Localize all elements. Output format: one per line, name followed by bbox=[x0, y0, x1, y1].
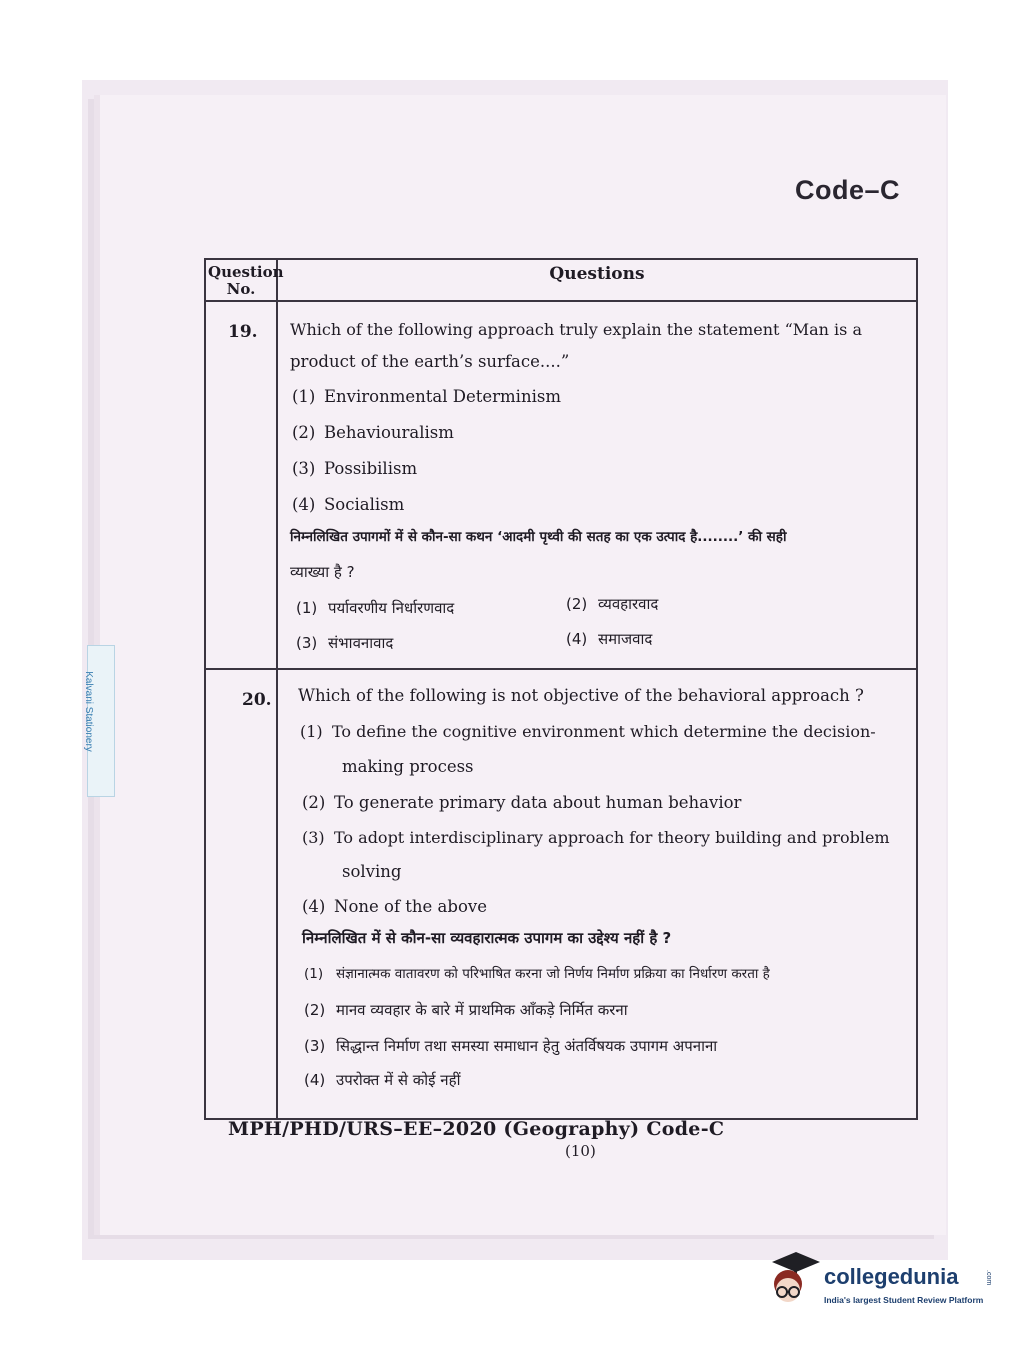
q20-option-1: (1) To define the cognitive environment which determine the decision- bbox=[300, 722, 876, 741]
question-19-hindi-cont: व्याख्या है ? bbox=[290, 563, 355, 581]
q20-option-2: (2) To generate primary data about human behavior bbox=[302, 793, 742, 812]
q19-option-1: (1) Environmental Determinism bbox=[292, 387, 561, 406]
q20-hindi-option-1: (1) संज्ञानात्मक वातावरण को परिभाषित करना जो निर्णय निर्माण प्रक्रिया का निर्धारण करता है bbox=[304, 966, 770, 982]
question-20-number: 20. bbox=[242, 690, 272, 710]
question-20-text: Which of the following is not objective of the behavioral approach ? bbox=[298, 686, 864, 705]
q20-option-4: (4) None of the above bbox=[302, 897, 487, 916]
column-divider bbox=[276, 260, 278, 1118]
question-table bbox=[204, 258, 918, 1120]
q19-option-2: (2) Behaviouralism bbox=[292, 423, 454, 442]
page-number: (10) bbox=[565, 1142, 596, 1160]
question-19-hindi: निम्नलिखित उपागमों में से कौन-सा कथन ‘आदमी पृथ्वी की सतह का एक उत्पाद है........’ की सही bbox=[290, 529, 787, 545]
q19-hindi-option-1: (1) पर्यावरणीय निर्धारणवाद bbox=[296, 599, 455, 617]
mascot-icon bbox=[768, 1250, 820, 1314]
q19-option-3: (3) Possibilism bbox=[292, 459, 418, 478]
q20-hindi-option-4: (4) उपरोक्त में से कोई नहीं bbox=[304, 1071, 461, 1089]
q19-hindi-option-2: (2) व्यवहारवाद bbox=[566, 595, 659, 613]
collegedunia-logo bbox=[768, 1250, 998, 1320]
header-divider bbox=[206, 300, 916, 302]
footer-paper-code: MPH/PHD/URS–EE–2020 (Geography) Code-C bbox=[228, 1118, 725, 1140]
question-20-hindi: निम्नलिखित में से कौन-सा व्यवहारात्मक उपागम का उद्देश्य नहीं है ? bbox=[302, 929, 672, 947]
q19-option-4: (4) Socialism bbox=[292, 495, 405, 514]
column-header-question-no: Question No. bbox=[208, 263, 284, 298]
q19-hindi-option-4: (4) समाजवाद bbox=[566, 630, 653, 648]
q19-hindi-option-3: (3) संभावनावाद bbox=[296, 634, 394, 652]
row-divider bbox=[206, 668, 916, 670]
logo-wordmark: collegedunia bbox=[824, 1264, 959, 1289]
side-sticker-text: Kalvani Stationery bbox=[82, 671, 94, 752]
question-19-text-cont: product of the earth’s surface....” bbox=[290, 352, 570, 371]
q20-hindi-option-3: (3) सिद्धान्त निर्माण तथा समस्या समाधान हेतु अंतर्विषयक उपागम अपनाना bbox=[304, 1037, 718, 1055]
q20-option-1-cont: making process bbox=[342, 757, 474, 776]
question-19-text: Which of the following approach truly explain the statement “Man is a bbox=[290, 320, 863, 339]
q20-option-3: (3) To adopt interdisciplinary approach for theory building and problem bbox=[302, 828, 890, 847]
q20-option-3-cont: solving bbox=[342, 862, 402, 881]
logo-domain: .com bbox=[985, 1270, 992, 1286]
side-sticker bbox=[82, 645, 115, 797]
question-19-number: 19. bbox=[228, 322, 258, 342]
column-header-questions: Questions bbox=[549, 264, 645, 284]
q20-hindi-option-2: (2) मानव व्यवहार के बारे में प्राथमिक आँकड़े निर्मित करना bbox=[304, 1001, 628, 1019]
header-code: Code–C bbox=[795, 175, 901, 205]
logo-tagline: India's largest Student Review Platform bbox=[824, 1295, 984, 1305]
